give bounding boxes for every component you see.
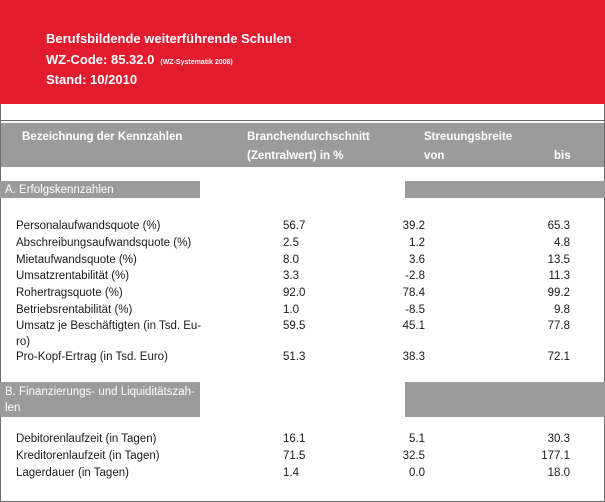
- row-average: 1.4: [283, 467, 299, 479]
- header-col-to: bis: [554, 150, 571, 162]
- document-title: Berufsbildende weiterführende Schulen: [46, 31, 292, 46]
- row-name: Kreditorenlaufzeit (in Tagen): [16, 450, 160, 462]
- row-name: Personalaufwandsquote (%): [16, 220, 161, 232]
- row-average: 2.5: [283, 237, 299, 249]
- row-name: Rohertragsquote (%): [16, 287, 123, 299]
- section-a-gap: [200, 181, 405, 198]
- row-name: Abschreibungsaufwandsquote (%): [16, 237, 192, 249]
- row-to: 4.8: [554, 237, 570, 249]
- wz-code: WZ-Code: 85.32.0: [46, 52, 155, 67]
- row-to: 177.1: [541, 450, 570, 462]
- section-a-label: A. Erfolgskennzahlen: [5, 184, 114, 196]
- stand-date: Stand: 10/2010: [46, 72, 138, 87]
- table-row: [0, 450, 605, 467]
- row-name: Betriebsrentabilität (%): [16, 304, 133, 316]
- table-row: [0, 467, 605, 484]
- row-name-continued: ro): [16, 336, 31, 348]
- table-row: [0, 304, 605, 321]
- table-header: [0, 123, 605, 167]
- row-name: Umsatz je Beschäftigten (in Tsd. Eu-: [16, 320, 202, 332]
- row-name: Pro-Kopf-Ertrag (in Tsd. Euro): [16, 351, 168, 363]
- row-from: 1.2: [409, 237, 425, 249]
- table-row: [0, 254, 605, 271]
- table-row: [0, 237, 605, 254]
- row-from: 39.2: [402, 220, 425, 232]
- section-b-label: B. Finanzierungs- und Liquiditätszah-: [5, 386, 195, 398]
- header-col-name: Bezeichnung der Kennzahlen: [22, 131, 183, 143]
- row-to: 18.0: [547, 467, 570, 479]
- table-row: [0, 320, 605, 354]
- row-from: 45.1: [402, 320, 425, 332]
- row-average: 71.5: [283, 450, 306, 462]
- header-col-average-unit: (Zentralwert) in %: [247, 150, 344, 162]
- row-name: Umsatzrentabilität (%): [16, 270, 130, 282]
- row-name: Debitorenlaufzeit (in Tagen): [16, 433, 157, 445]
- table-row: [0, 270, 605, 287]
- table-row: [0, 433, 605, 450]
- section-b-header: [0, 382, 605, 417]
- row-average: 3.3: [283, 270, 299, 282]
- row-average: 56.7: [283, 220, 306, 232]
- table-row: [0, 220, 605, 237]
- row-to: 77.8: [547, 320, 570, 332]
- row-to: 30.3: [547, 433, 570, 445]
- row-name: Mietaufwandsquote (%): [16, 254, 137, 266]
- table-row: [0, 287, 605, 304]
- row-average: 8.0: [283, 254, 299, 266]
- row-average: 51.3: [283, 351, 306, 363]
- row-average: 16.1: [283, 433, 306, 445]
- table-row: [0, 351, 605, 368]
- row-from: 5.1: [409, 433, 425, 445]
- section-b-label-continued: len: [5, 402, 21, 414]
- row-to: 13.5: [547, 254, 570, 266]
- header-col-average: Branchendurchschnitt: [247, 131, 370, 143]
- row-average: 1.0: [283, 304, 299, 316]
- row-to: 11.3: [548, 270, 570, 282]
- row-from: 3.6: [409, 254, 425, 266]
- row-to: 65.3: [547, 220, 570, 232]
- header-col-range: Streuungsbreite: [424, 131, 513, 143]
- wz-note: (WZ-Systematik 2008): [160, 59, 233, 66]
- row-from: 38.3: [402, 351, 425, 363]
- row-average: 92.0: [283, 287, 306, 299]
- section-a-header: [0, 181, 605, 198]
- row-to: 99.2: [547, 287, 570, 299]
- header-col-from: von: [424, 150, 445, 162]
- wz-code-line: [46, 52, 233, 67]
- row-name: Lagerdauer (in Tagen): [16, 467, 129, 479]
- row-to: 9.8: [554, 304, 570, 316]
- title-banner: [0, 0, 605, 104]
- row-from: 32.5: [402, 450, 425, 462]
- row-from: -8.5: [405, 304, 425, 316]
- row-average: 59.5: [283, 320, 306, 332]
- row-from: 0.0: [409, 467, 425, 479]
- row-from: 78.4: [402, 287, 425, 299]
- section-b-gap: [200, 382, 405, 417]
- row-to: 72.1: [547, 351, 570, 363]
- row-from: -2.8: [405, 270, 425, 282]
- divider-top: [0, 120, 605, 121]
